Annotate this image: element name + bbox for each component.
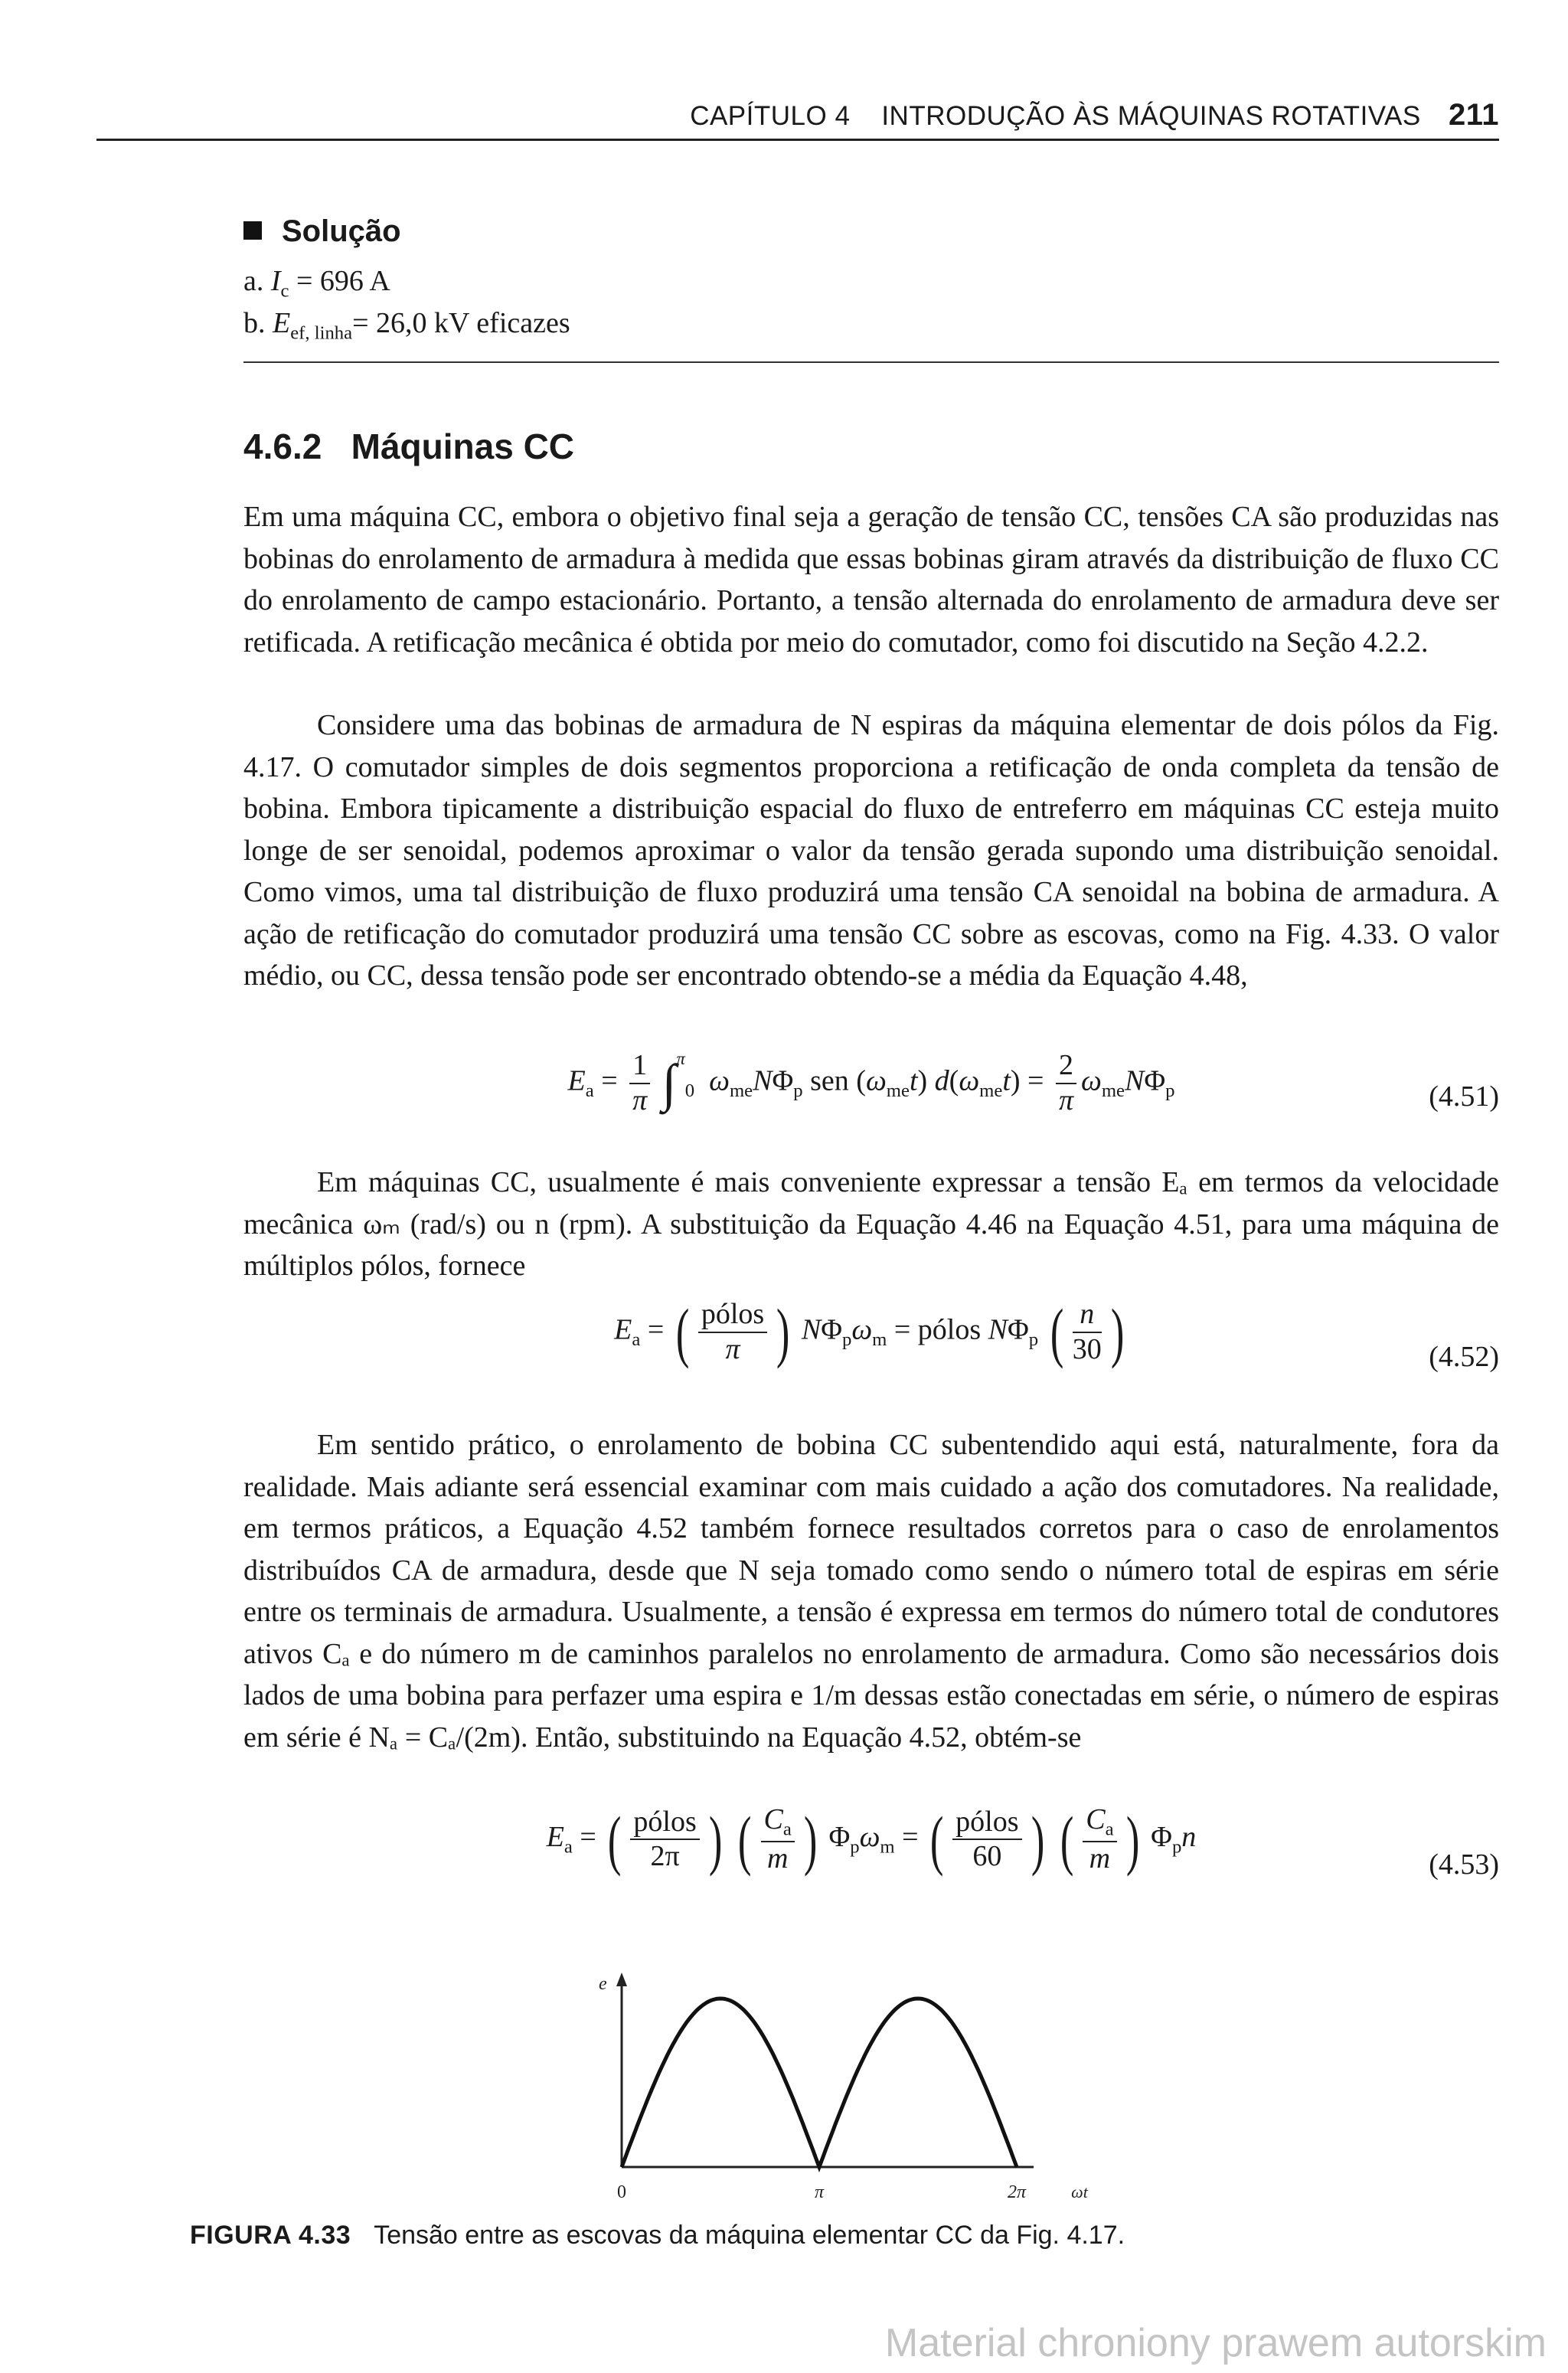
equation-number: (4.53) bbox=[1429, 1848, 1499, 1881]
solution-item-b: b. $E_{ef, linha}= 26,0$ kV eficazes bbox=[243, 307, 570, 344]
figure-caption-label: FIGURA 4.33 bbox=[190, 2221, 351, 2250]
square-bullet-icon bbox=[243, 221, 262, 240]
equation-number: (4.52) bbox=[1429, 1341, 1499, 1373]
paragraph-2: Considere uma das bobinas de armadura de N espiras da máquina elementar de dois pólos da Fig. 4.17. O comutador simples de dois segmentos proporciona a retificação de onda completa da tensão de bobina. Embora tipicamente a distribuição espacial do fluxo de entreferro em máquinas CC esteja muito longe de ser senoidal, podemos aproximar o valor da tensão gerada supondo uma distribuição senoidal. Como vimos, uma tal distribuição de fluxo produzirá uma tensão CA senoidal na bobina de armadura. A ação de retificação do comutador produzirá uma tensão CC sobre as escovas, como na Fig. 4.33. O valor médio, ou CC, dessa tensão pode ser encontrado obtendo-se a média da Equação 4.48, bbox=[243, 709, 1499, 992]
solution-title: Solução bbox=[243, 214, 401, 249]
section-heading: 4.6.2 Máquinas CC bbox=[243, 427, 575, 466]
chapter-title: INTRODUÇÃO ÀS MÁQUINAS ROTATIVAS bbox=[881, 101, 1421, 131]
paragraph-1: Em uma máquina CC, embora o objetivo final seja a geração de tensão CC, tensões CA são produzidas nas bobinas do enrolamento de armadura à medida que essas bobinas giram através da distribuição de fluxo CC do enrolamento de campo estacionário. Portanto, a tensão alternada do enrolamento de armadura deve ser retificada. A retificação mecânica é obtida por meio do comutador, como foi discutido na Seção 4.2.2. bbox=[243, 501, 1499, 659]
paragraph-4: Em sentido prático, o enrolamento de bobina CC subentendido aqui está, naturalmente, fora da realidade. Mais adiante será essencial examinar com mais cuidado a ação dos comutadores. Na realidade, em termos práticos, a Equação 4.52 também fornece resultados corretos para o caso de enrolamentos distribuídos CA de armadura, desde que N seja tomado como sendo o número total de espiras em série entre os terminais de armadura. Usualmente, a tensão é expressa em termos do número total de condutores ativos Cₐ e do número m de caminhos paralelos no enrolamento de armadura. Como são necessários dois lados de uma bobina para perfazer uma espira e 1/m dessas estão conectadas em série, o número de espiras em série é Nₐ = Cₐ/(2m). Então, substituindo na Equação 4.52, obtém-se bbox=[243, 1429, 1499, 1754]
chapter-label: CAPÍTULO 4 bbox=[690, 101, 851, 131]
header-rule bbox=[96, 139, 1499, 141]
equation-4-51: $E_a$ = $\frac{1}{\pi}$ ∫$^\pi_0$ $\omega_{me}N\Phi_p$ sen $(\omega_{me}t) d(\omega_{me}t)$ = $\frac{2}{\pi}$ $\omega_{me}N\Phi_p$ (4.51) bbox=[567, 1049, 1499, 1116]
equation-4-53: $E_a$ = ( $\frac{\text{pólos}}{2\pi}$ ) ( $\frac{C_a}{m}$ ) $\Phi_p\omega_m$ = ( $\frac{\text{pólos}}{60}$ ) ( $\frac{C_a}{m}$ ) $\Phi_pn$ (4.53) bbox=[546, 1802, 1499, 1881]
rectified-voltage-figure bbox=[582, 1968, 1118, 2213]
figure-caption-text: Tensão entre as escovas da máquina elementar CC da Fig. 4.17. bbox=[374, 2221, 1125, 2250]
page-number: 211 bbox=[1448, 98, 1499, 132]
solution-item-a: a. $I_c = 696$ A bbox=[243, 265, 390, 302]
rectified-sine-wave bbox=[622, 1999, 1017, 2167]
solution-rule bbox=[243, 361, 1499, 363]
equation-4-52: $E_a$ = ( $\frac{\text{pólos}}{\pi}$ ) $N\Phi_p\omega_m$ = pólos $N\Phi_p$ ( $\frac{n}{30}$ ) (4.52) bbox=[614, 1294, 1499, 1373]
y-axis-arrow-icon bbox=[616, 1973, 627, 1986]
x-tick-pi: π bbox=[814, 2182, 825, 2202]
paragraph-3: Em máquinas CC, usualmente é mais conveniente expressar a tensão Eₐ em termos da velocidade mecânica ωₘ (rad/s) ou n (rpm). A substituição da Equação 4.46 na Equação 4.51, para uma máquina de múltiplos pólos, fornece bbox=[243, 1166, 1499, 1282]
x-axis-label: ωt bbox=[1071, 2182, 1088, 2201]
running-head bbox=[0, 98, 1499, 132]
figure-caption bbox=[190, 2221, 1125, 2250]
y-axis-label: e bbox=[599, 1974, 607, 1994]
x-tick-0: 0 bbox=[617, 2182, 626, 2202]
watermark: Material chroniony prawem autorskim bbox=[884, 2321, 1547, 2365]
equation-number: (4.51) bbox=[1429, 1080, 1499, 1113]
x-tick-2pi: 2π bbox=[1007, 2182, 1027, 2202]
